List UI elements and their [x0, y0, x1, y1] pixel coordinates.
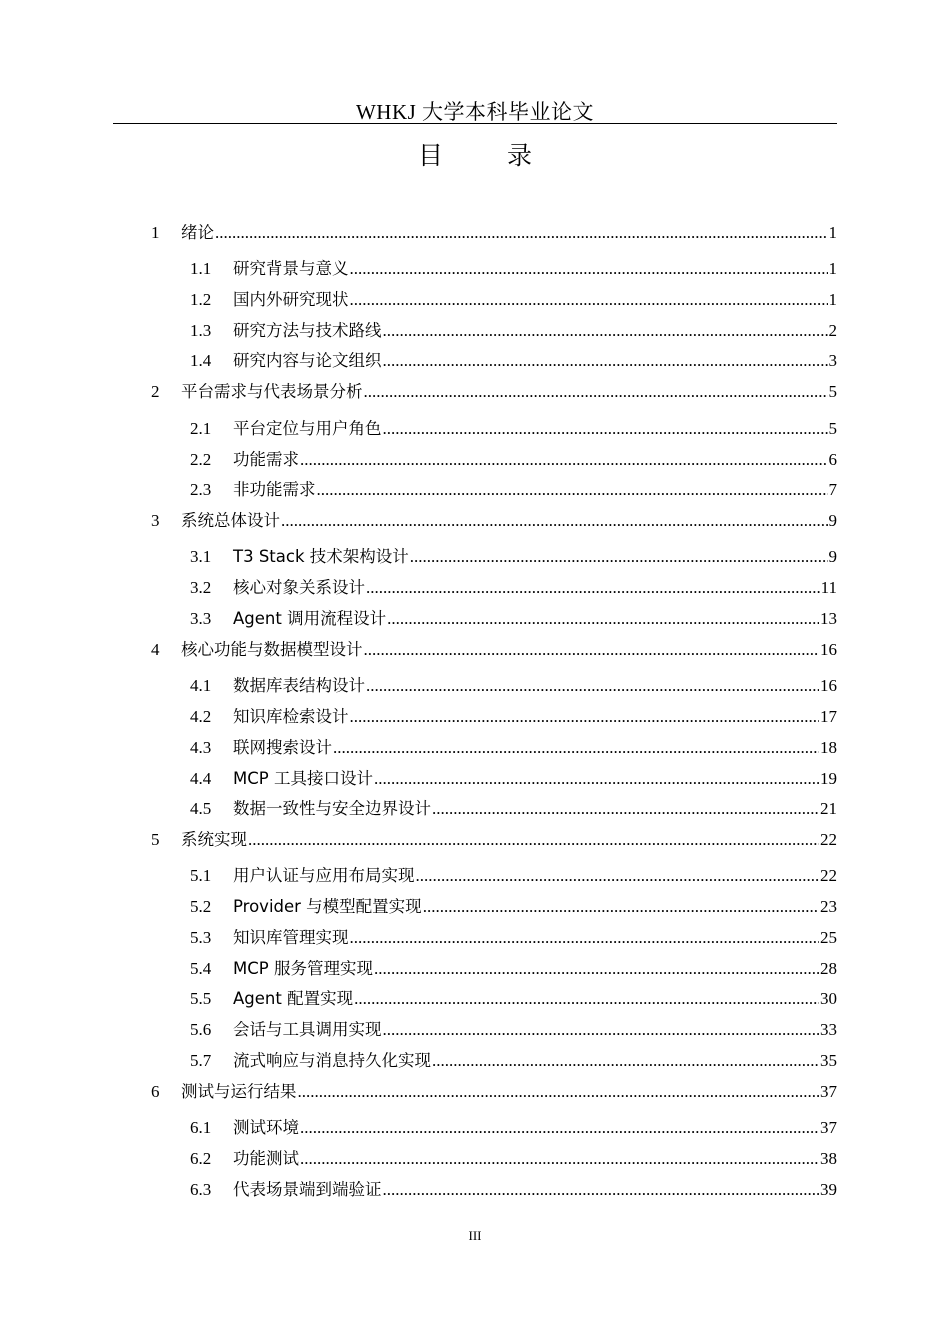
toc-dot-leader — [364, 639, 820, 661]
toc-entry[interactable] — [0, 896, 950, 918]
toc-entry-label: 系统实现 — [181, 830, 247, 849]
toc-entry[interactable] — [0, 829, 950, 851]
toc-entry-number: 5.2 — [190, 897, 212, 916]
toc-entry[interactable] — [0, 706, 950, 728]
toc-entry-page: 30 — [820, 989, 837, 1008]
toc-entry-label: 国内外研究现状 — [233, 290, 349, 309]
toc-dot-leader — [366, 675, 819, 697]
toc-dot-leader — [300, 449, 828, 471]
toc-entry-page: 2 — [828, 321, 837, 340]
toc-entry-label: 研究内容与论文组织 — [233, 351, 382, 370]
toc-entry-number: 2.1 — [190, 419, 212, 438]
toc-entry[interactable] — [0, 350, 950, 372]
toc-dot-leader — [383, 1019, 820, 1041]
toc-dot-leader — [410, 546, 828, 568]
toc-entry[interactable] — [0, 865, 950, 887]
toc-entry-label: 系统总体设计 — [181, 511, 280, 530]
toc-entry-label: 知识库检索设计 — [233, 707, 349, 726]
toc-entry-number: 5.6 — [190, 1020, 212, 1039]
toc-dot-leader — [215, 222, 828, 244]
toc-entry-number: 5.7 — [190, 1051, 212, 1070]
toc-dot-leader — [374, 768, 819, 790]
toc-entry-number: 5.4 — [190, 959, 212, 978]
toc-entry-number: 1.4 — [190, 351, 212, 370]
toc-entry-label: 功能测试 — [233, 1149, 299, 1168]
toc-entry[interactable] — [0, 1019, 950, 1041]
toc-entry[interactable] — [0, 737, 950, 759]
toc-entry-page: 22 — [820, 866, 837, 885]
toc-entry-page: 23 — [820, 897, 837, 916]
toc-entry[interactable] — [0, 639, 950, 661]
toc-entry-label: 核心对象关系设计 — [233, 578, 365, 597]
toc-entry-page: 18 — [820, 738, 837, 757]
toc-entry[interactable] — [0, 1148, 950, 1170]
toc-entry[interactable] — [0, 510, 950, 532]
toc-entry-number: 3 — [151, 511, 160, 530]
toc-entry[interactable] — [0, 798, 950, 820]
toc-entry-page: 21 — [820, 799, 837, 818]
toc-entry-page: 13 — [820, 609, 837, 628]
toc-dot-leader — [350, 258, 828, 280]
toc-entry-label: 流式响应与消息持久化实现 — [233, 1051, 431, 1070]
toc-entry[interactable] — [0, 1179, 950, 1201]
toc-entry-number: 5.1 — [190, 866, 212, 885]
toc-entry[interactable] — [0, 1117, 950, 1139]
toc-entry[interactable] — [0, 479, 950, 501]
toc-entry-label: 绪论 — [181, 223, 214, 242]
toc-entry[interactable] — [0, 988, 950, 1010]
toc-entry[interactable] — [0, 289, 950, 311]
toc-entry-page: 3 — [828, 351, 837, 370]
toc-dot-leader — [333, 737, 819, 759]
toc-entry[interactable] — [0, 449, 950, 471]
toc-entry[interactable] — [0, 418, 950, 440]
toc-entry-page: 22 — [820, 830, 837, 849]
toc-entry-label: Agent 配置实现 — [233, 989, 354, 1008]
toc-dot-leader — [432, 1050, 819, 1072]
toc-entry-label: 用户认证与应用布局实现 — [233, 866, 415, 885]
toc-entry-label: 知识库管理实现 — [233, 928, 349, 947]
toc-entry[interactable] — [0, 927, 950, 949]
toc-entry-page: 39 — [820, 1180, 837, 1199]
toc-entry-label: 研究方法与技术路线 — [233, 321, 382, 340]
toc-entry-label: 非功能需求 — [233, 480, 316, 499]
toc-entry-page: 33 — [820, 1020, 837, 1039]
toc-entry-page: 37 — [820, 1082, 837, 1101]
toc-entry-number: 4.5 — [190, 799, 212, 818]
toc-entry-number: 4.3 — [190, 738, 212, 757]
toc-dot-leader — [350, 706, 820, 728]
toc-entry-page: 7 — [828, 480, 837, 499]
toc-entry-number: 2 — [151, 382, 160, 401]
toc-entry-page: 9 — [828, 511, 837, 530]
toc-entry-number: 1.3 — [190, 321, 212, 340]
toc-entry-page: 37 — [820, 1118, 837, 1137]
toc-entry-page: 5 — [828, 419, 837, 438]
toc-entry-number: 4.1 — [190, 676, 212, 695]
toc-entry-page: 25 — [820, 928, 837, 947]
toc-entry-page: 35 — [820, 1051, 837, 1070]
toc-entry[interactable] — [0, 577, 950, 599]
toc-entry-page: 16 — [820, 640, 837, 659]
toc-entry-number: 4.2 — [190, 707, 212, 726]
toc-dot-leader — [300, 1117, 819, 1139]
toc-entry-label: 平台需求与代表场景分析 — [181, 382, 363, 401]
toc-dot-leader — [248, 829, 819, 851]
toc-entry-number: 6.3 — [190, 1180, 212, 1199]
toc-entry-page: 1 — [828, 259, 837, 278]
toc-entry-label: 会话与工具调用实现 — [233, 1020, 382, 1039]
toc-entry-number: 6.2 — [190, 1149, 212, 1168]
toc-dot-leader — [281, 510, 828, 532]
toc-entry[interactable] — [0, 768, 950, 790]
toc-entry-label: 数据一致性与安全边界设计 — [233, 799, 431, 818]
toc-entry[interactable] — [0, 675, 950, 697]
toc-entry-page: 17 — [820, 707, 837, 726]
toc-entry-page: 6 — [828, 450, 837, 469]
toc-entry-label: 测试与运行结果 — [181, 1082, 297, 1101]
toc-dot-leader — [423, 896, 819, 918]
toc-entry[interactable] — [0, 1050, 950, 1072]
toc-dot-leader — [300, 1148, 819, 1170]
toc-entry-label: 数据库表结构设计 — [233, 676, 365, 695]
toc-dot-leader — [374, 958, 819, 980]
toc-dot-leader — [432, 798, 819, 820]
toc-entry-page: 11 — [820, 578, 837, 597]
toc-entry[interactable] — [0, 608, 950, 630]
toc-dot-leader — [317, 479, 828, 501]
toc-entry-page: 28 — [820, 959, 837, 978]
page-number: III — [468, 1228, 482, 1243]
toc-entry-label: 测试环境 — [233, 1118, 299, 1137]
toc-dot-leader — [366, 577, 820, 599]
toc-entry-label: 代表场景端到端验证 — [233, 1180, 382, 1199]
toc-entry-number: 3.1 — [190, 547, 212, 566]
toc-entry-number: 3.3 — [190, 609, 212, 628]
toc-title: 目 录 — [418, 141, 560, 170]
running-header-title: WHKJ 大学本科毕业论文 — [355, 100, 595, 124]
toc-dot-leader — [387, 608, 819, 630]
toc-entry-label: 联网搜索设计 — [233, 738, 332, 757]
toc-dot-leader — [416, 865, 820, 887]
toc-entry-number: 6.1 — [190, 1118, 212, 1137]
toc-dot-leader — [383, 418, 828, 440]
toc-entry-number: 2.2 — [190, 450, 212, 469]
toc-entry-page: 38 — [820, 1149, 837, 1168]
toc-entry-number: 4 — [151, 640, 160, 659]
toc-entry-number: 5 — [151, 830, 160, 849]
toc-dot-leader — [383, 320, 828, 342]
toc-entry-page: 1 — [828, 290, 837, 309]
toc-entry[interactable] — [0, 258, 950, 280]
toc-entry-page: 9 — [828, 547, 837, 566]
toc-entry[interactable] — [0, 381, 950, 403]
toc-entry-page: 5 — [828, 382, 837, 401]
toc-entry-page: 19 — [820, 769, 837, 788]
toc-entry[interactable] — [0, 222, 950, 244]
toc-entry-number: 6 — [151, 1082, 160, 1101]
toc-entry-label: 研究背景与意义 — [233, 259, 349, 278]
toc-entry-label: 功能需求 — [233, 450, 299, 469]
toc-entry-label: Provider 与模型配置实现 — [233, 897, 422, 916]
toc-entry-number: 4.4 — [190, 769, 212, 788]
header-rule — [113, 123, 837, 124]
toc-dot-leader — [350, 289, 828, 311]
toc-entry-number: 5.3 — [190, 928, 212, 947]
toc-dot-leader — [298, 1081, 820, 1103]
toc-entry-label: 平台定位与用户角色 — [233, 419, 382, 438]
toc-entry-number: 5.5 — [190, 989, 212, 1008]
toc-entry-number: 1.2 — [190, 290, 212, 309]
toc-dot-leader — [350, 927, 820, 949]
toc-entry-page: 1 — [828, 223, 837, 242]
toc-entry[interactable] — [0, 1081, 950, 1103]
toc-dot-leader — [383, 1179, 820, 1201]
toc-entry[interactable] — [0, 546, 950, 568]
toc-dot-leader — [383, 350, 828, 372]
toc-entry-label: MCP 服务管理实现 — [233, 959, 373, 978]
toc-entry-number: 1.1 — [190, 259, 212, 278]
toc-entry-page: 16 — [820, 676, 837, 695]
toc-entry[interactable] — [0, 958, 950, 980]
toc-dot-leader — [354, 988, 819, 1010]
toc-entry-number: 1 — [151, 223, 160, 242]
toc-entry-label: Agent 调用流程设计 — [233, 609, 387, 628]
toc-dot-leader — [364, 381, 828, 403]
toc-entry-label: MCP 工具接口设计 — [233, 769, 373, 788]
toc-entry-label: 核心功能与数据模型设计 — [181, 640, 363, 659]
toc-entry-number: 2.3 — [190, 480, 212, 499]
toc-entry-label: T3 Stack 技术架构设计 — [233, 547, 409, 566]
toc-entry[interactable] — [0, 320, 950, 342]
toc-entry-number: 3.2 — [190, 578, 212, 597]
